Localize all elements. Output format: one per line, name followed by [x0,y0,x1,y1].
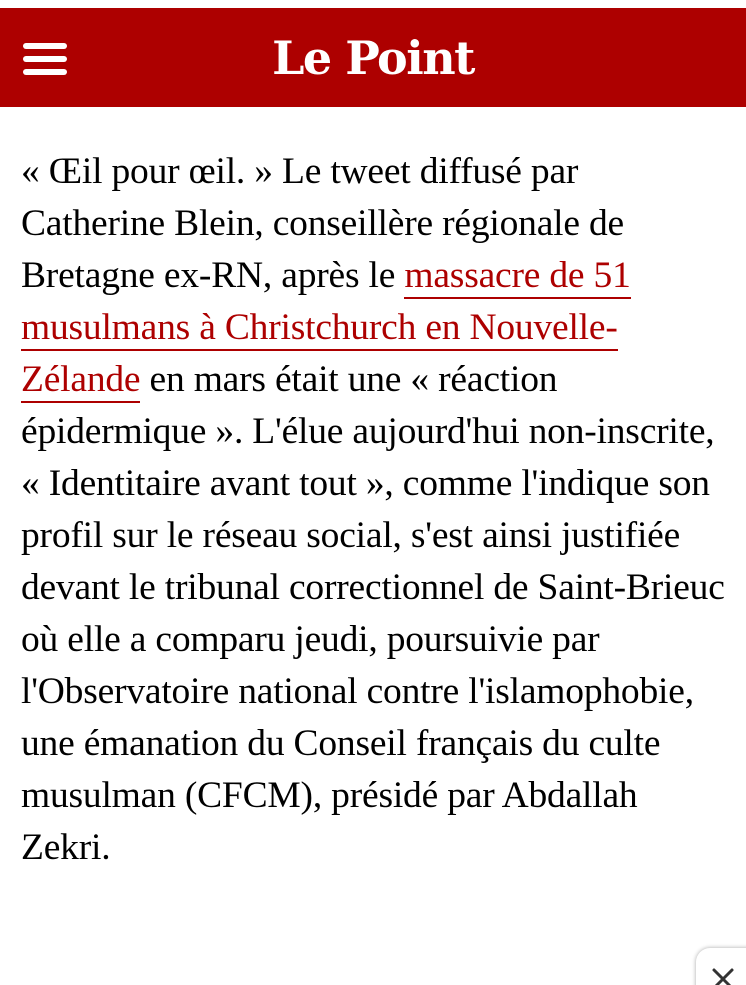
close-icon [711,967,735,985]
site-logo[interactable]: Le Point [272,31,474,85]
article-text-after-link: en mars était une « réaction épidermique ». L'élue aujourd'hui non-inscrite, « Identitaire avant tout », comme l'indique son profil sur le réseau social, s'est ainsi justifiée devant le tribunal correctionnel de Saint-Brieuc où elle a comparu jeudi, poursuivie par l'Observatoire national contre l'islamophobie, une émanation du Conseil français du culte musulman (CFCM), présidé par Abdallah Zekri. [21,359,725,868]
article-text-before-link: « Œil pour œil. » Le tweet diffusé par Catherine Blein, conseillère régionale de Bretagne ex-RN, après le [21,151,625,296]
article-paragraph [21,146,726,874]
site-header [0,8,746,107]
ad-close-button[interactable] [696,948,746,985]
christchurch-massacre-link[interactable]: massacre de 51 musulmans à Christchurch en Nouvelle-Zélande [21,255,631,403]
